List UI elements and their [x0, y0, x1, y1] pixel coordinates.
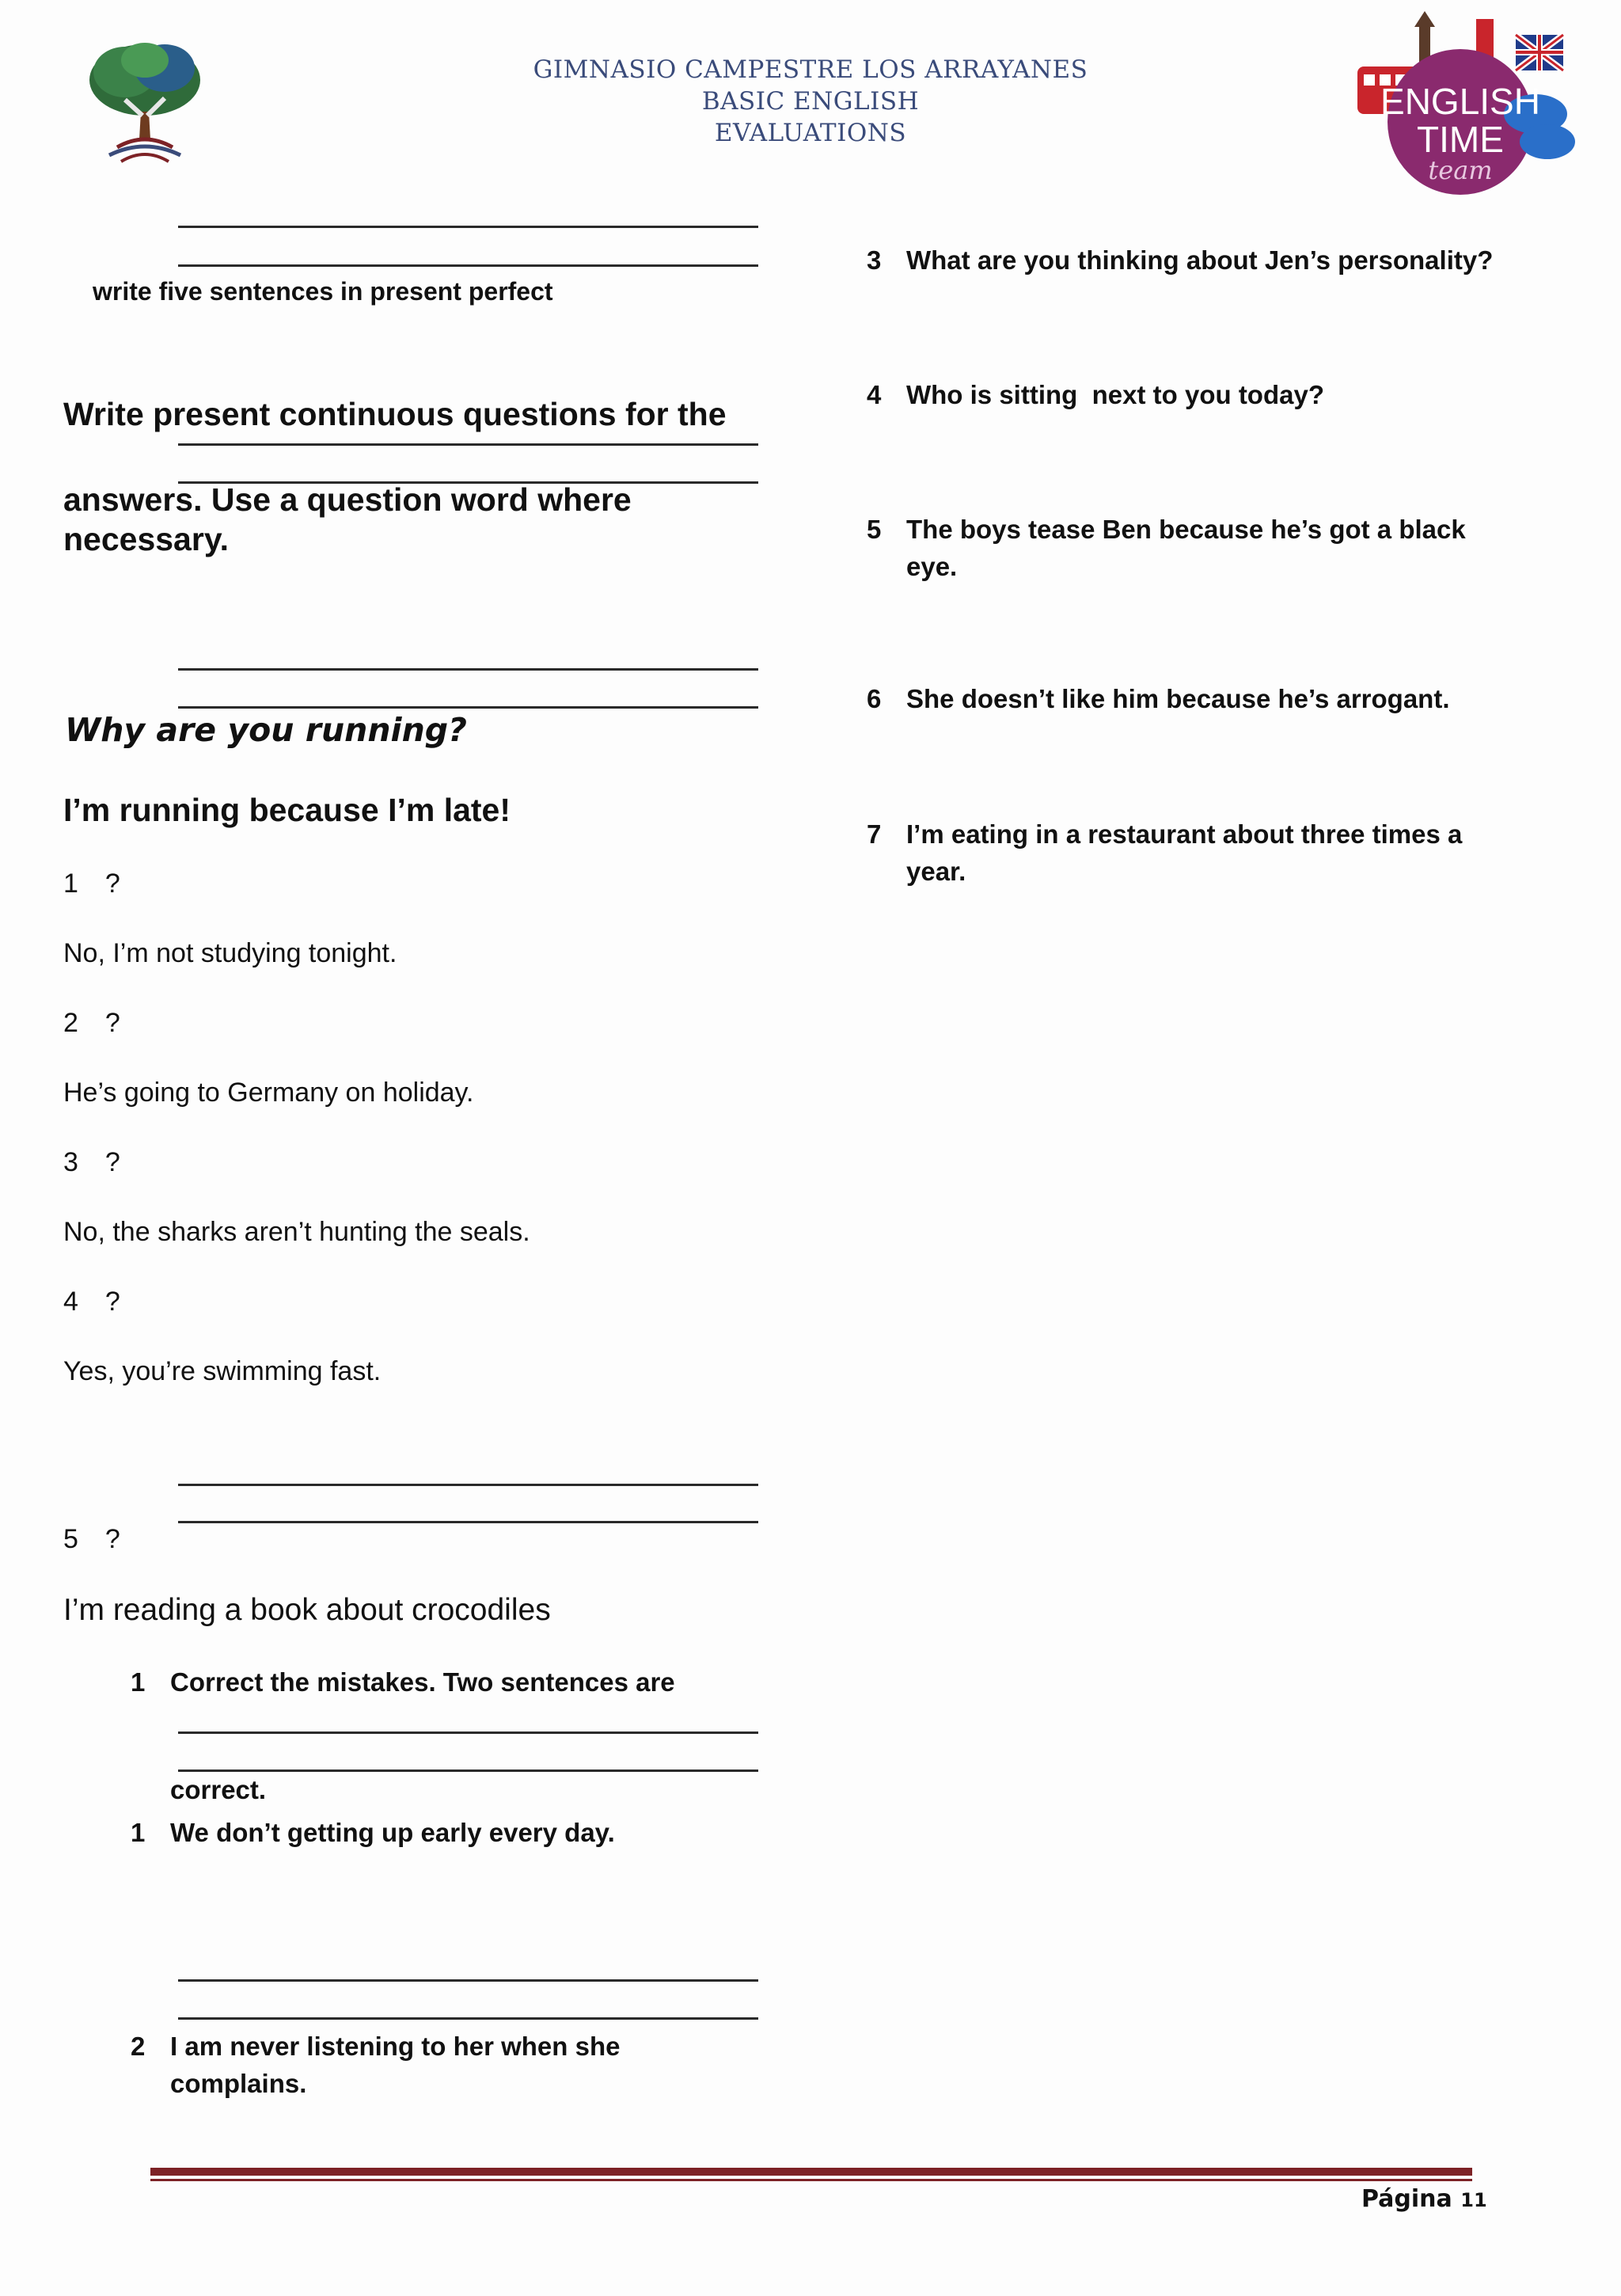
- section-heading-line1: Write present continuous questions for the: [63, 396, 727, 432]
- right-item-number: 6: [867, 684, 882, 713]
- answer-line[interactable]: [178, 668, 758, 671]
- present-perfect-instruction: write five sentences in present perfect: [93, 277, 553, 306]
- correct-heading-line1: Correct the mistakes. Two sentences are: [170, 1667, 675, 1697]
- question-mark: ?: [104, 1287, 120, 1317]
- answer-line[interactable]: [178, 226, 758, 228]
- question-5: [63, 1524, 120, 1555]
- correct-item-2-line2: complains.: [170, 2069, 307, 2098]
- answer-line[interactable]: [178, 1770, 758, 1772]
- answer-line[interactable]: [178, 443, 758, 446]
- question-number: 1: [63, 869, 78, 899]
- school-tree-logo: [85, 36, 204, 167]
- correct-item-number: 1: [131, 1818, 146, 1847]
- answer-line[interactable]: [178, 706, 758, 709]
- correct-item-1: We don’t getting up early every day.: [170, 1818, 615, 1847]
- page-number-value: 11: [1460, 2189, 1487, 2211]
- right-item-number: 7: [867, 819, 882, 849]
- answer-line[interactable]: [178, 1732, 758, 1734]
- course-name: BASIC ENGLISH: [701, 87, 920, 116]
- question-mark: ?: [104, 1008, 120, 1038]
- question-mark: ?: [104, 1524, 120, 1554]
- right-item-7-line1: I’m eating in a restaurant about three times a: [906, 819, 1463, 849]
- question-number: 5: [63, 1524, 78, 1554]
- english-time-logo: [1342, 11, 1579, 201]
- right-item-4: Who is sitting next to you today?: [906, 380, 1324, 409]
- right-item-7-line2: year.: [906, 857, 966, 886]
- logo-word-english: ENGLISH: [1380, 81, 1540, 122]
- correct-item-number: 2: [131, 2032, 146, 2061]
- answer-line[interactable]: [178, 1521, 758, 1523]
- question-number: 4: [63, 1287, 78, 1317]
- correct-heading-line2: correct.: [170, 1775, 267, 1804]
- question-4: [63, 1287, 120, 1317]
- page-label: Página: [1361, 2185, 1452, 2213]
- logo-word-time: TIME: [1417, 119, 1504, 160]
- right-item-number: 4: [867, 380, 882, 409]
- section-heading-line2: answers. Use a question word where: [63, 481, 632, 518]
- right-item-number: 5: [867, 515, 882, 544]
- school-name: GIMNASIO CAMPESTRE LOS ARRAYANES: [533, 55, 1088, 84]
- correct-item-2-line1: I am never listening to her when she: [170, 2032, 621, 2061]
- answer-1: No, I’m not studying tonight.: [63, 938, 397, 968]
- answer-5: I’m reading a book about crocodiles: [63, 1593, 551, 1627]
- answer-line[interactable]: [178, 2017, 758, 2020]
- page-number: [1361, 2185, 1487, 2213]
- question-2: [63, 1008, 120, 1039]
- right-item-5-line2: eye.: [906, 552, 958, 581]
- question-3: [63, 1147, 120, 1178]
- question-mark: ?: [104, 1147, 120, 1177]
- answer-4: Yes, you’re swimming fast.: [63, 1356, 382, 1386]
- example-question: Why are you running?: [65, 711, 467, 749]
- footer-rule-thin: [150, 2179, 1472, 2181]
- answer-line[interactable]: [178, 1979, 758, 1982]
- document-type: EVALUATIONS: [714, 119, 907, 147]
- question-mark: ?: [104, 869, 120, 899]
- right-item-3: What are you thinking about Jen’s personality?: [906, 245, 1494, 275]
- answer-line[interactable]: [178, 264, 758, 267]
- question-1: [63, 869, 120, 899]
- right-item-5-line1: The boys tease Ben because he’s got a black: [906, 515, 1466, 544]
- question-number: 3: [63, 1147, 78, 1177]
- section-heading-line3: necessary.: [63, 521, 229, 557]
- question-number: 2: [63, 1008, 78, 1038]
- right-item-number: 3: [867, 245, 882, 275]
- answer-2: He’s going to Germany on holiday.: [63, 1078, 474, 1108]
- footer-rule: [150, 2168, 1472, 2176]
- correct-heading-number: 1: [131, 1667, 146, 1697]
- right-item-6: She doesn’t like him because he’s arrogant.: [906, 684, 1450, 713]
- answer-3: No, the sharks aren’t hunting the seals.: [63, 1217, 530, 1247]
- example-answer: I’m running because I’m late!: [63, 792, 511, 828]
- answer-line[interactable]: [178, 1484, 758, 1486]
- logo-word-team: team: [1428, 155, 1493, 185]
